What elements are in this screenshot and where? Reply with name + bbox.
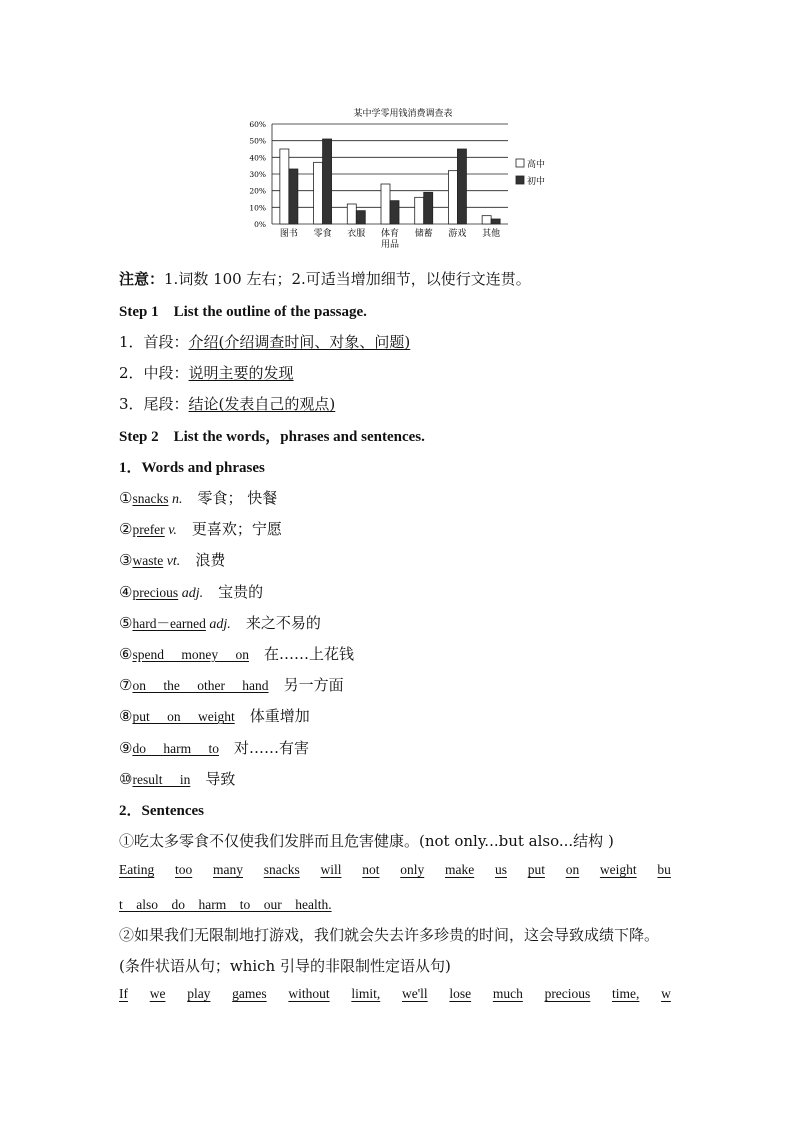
answer-word: put <box>527 862 545 877</box>
bar-高中-游戏 <box>448 171 457 224</box>
bar-高中-图书 <box>280 149 289 224</box>
step1-heading: Step 1 List the outline of the passage. <box>119 304 367 320</box>
outline-number: 1．首段： <box>119 333 189 351</box>
outline-text: 说明主要的发现 <box>188 364 294 382</box>
y-tick-label: 30% <box>249 170 266 179</box>
outline-item <box>119 331 410 352</box>
x-tick-label: 零食 <box>313 229 332 239</box>
y-tick-label: 40% <box>249 153 266 163</box>
x-tick-label: 游戏 <box>448 229 467 239</box>
sentence1-answer-line1 <box>119 862 671 878</box>
bar-初中-图书 <box>289 169 298 224</box>
word-meaning: 另一方面 <box>268 676 344 695</box>
answer-word: w <box>661 986 671 1001</box>
word-number: ⑥ <box>119 645 133 663</box>
word-english: put on weight <box>132 709 235 725</box>
sentences-heading: 2．Sentences <box>119 803 204 819</box>
word-item <box>119 518 282 539</box>
answer-word: too <box>174 862 193 877</box>
legend-swatch-初中 <box>516 176 524 184</box>
word-pos: adj. <box>178 585 204 601</box>
word-english: snacks <box>132 491 169 506</box>
outline-number: 2．中段： <box>119 364 189 382</box>
word-english: prefer <box>132 522 165 538</box>
note-line <box>119 268 531 289</box>
outline-item <box>119 393 335 414</box>
word-number: ⑧ <box>119 707 133 726</box>
bar-高中-体育用品 <box>381 184 390 224</box>
answer-word: lose <box>449 986 472 1001</box>
word-meaning: 宝贵的 <box>203 582 264 601</box>
word-pos: v. <box>164 523 177 539</box>
answer-word: will <box>320 862 342 877</box>
x-tick-label: 其他 <box>482 229 501 239</box>
word-number: ⑩ <box>119 769 133 788</box>
word-meaning: 更喜欢；宁愿 <box>176 520 282 539</box>
word-meaning: 导致 <box>190 769 236 788</box>
outline-text: 结论(发表自己的观点) <box>188 395 336 413</box>
step2-heading: Step 2 List the words，phrases and sentences. <box>119 429 425 445</box>
word-english: waste <box>132 553 164 569</box>
word-pos: vt. <box>163 554 181 570</box>
word-item <box>119 581 263 602</box>
bar-初中-体育用品 <box>390 201 399 224</box>
bar-初中-储蓄 <box>424 192 433 224</box>
word-number: ③ <box>119 551 133 570</box>
bar-初中-零食 <box>323 139 332 224</box>
answer-word: we <box>149 986 166 1001</box>
x-tick-label: 用品 <box>380 240 400 250</box>
word-number: ① <box>119 489 133 507</box>
word-meaning: 体重增加 <box>234 707 310 726</box>
word-item <box>119 768 235 789</box>
word-meaning: 浪费 <box>180 551 226 570</box>
word-item <box>119 674 344 695</box>
word-meaning: 对……有害 <box>218 738 309 757</box>
word-number: ⑤ <box>119 613 133 632</box>
word-item <box>119 705 310 726</box>
bar-初中-其他 <box>491 219 500 224</box>
bar-高中-储蓄 <box>415 197 424 224</box>
answer-word: many <box>212 862 243 877</box>
chart-title: 某中学零用钱消费调查表 <box>353 109 453 119</box>
word-number: ② <box>119 520 133 539</box>
x-tick-label: 储蓄 <box>414 229 433 239</box>
bar-初中-衣服 <box>356 211 365 224</box>
y-tick-label: 10% <box>249 203 266 213</box>
answer-word: without <box>288 986 330 1001</box>
word-english: spend money on <box>132 647 249 662</box>
answer-word: make <box>444 862 475 877</box>
x-tick-label: 体育 <box>380 229 400 239</box>
word-english: on the other hand <box>132 678 269 694</box>
word-number: ④ <box>119 582 133 601</box>
word-meaning: 在……上花钱 <box>248 645 354 663</box>
legend-label: 初中 <box>527 177 546 187</box>
word-english: precious <box>132 584 179 600</box>
outline-item <box>119 362 294 383</box>
word-item <box>119 487 277 508</box>
note-label: 注意： <box>119 272 165 288</box>
outline-number: 3．尾段： <box>119 395 189 413</box>
word-item <box>119 612 321 633</box>
x-tick-label: 衣服 <box>347 229 366 239</box>
word-number: ⑦ <box>119 676 133 695</box>
word-english: hard－earned <box>132 615 206 631</box>
sentence2-answer-line1 <box>119 986 671 1002</box>
answer-word: If <box>119 986 128 1001</box>
word-english: do harm to <box>132 740 219 756</box>
answer-word: play <box>187 986 211 1001</box>
sentence2-prompt: ②如果我们无限制地打游戏，我们就会失去许多珍贵的时间，这会导致成绩下降。 <box>119 926 660 944</box>
word-pos: adj. <box>205 616 231 632</box>
y-tick-label: 50% <box>249 136 266 146</box>
answer-word: on <box>565 862 580 877</box>
word-english: result in <box>132 771 191 787</box>
answer-word: only <box>400 862 425 877</box>
answer-word: weight <box>599 862 637 877</box>
answer-word: bu <box>657 862 671 877</box>
y-tick-label: 20% <box>249 186 266 196</box>
answer-word: Eating <box>119 862 155 877</box>
word-item <box>119 737 309 758</box>
sentence1-prompt: ①吃太多零食不仅使我们发胖而且危害健康。(not only...but also...结构 ) <box>119 832 614 850</box>
answer-word: limit, <box>351 986 381 1001</box>
pocket-money-bar-chart <box>235 104 565 254</box>
y-tick-label: 60% <box>249 120 266 129</box>
outline-text: 介绍(介绍调查时间、对象、问题) <box>188 333 411 351</box>
sentence1-answer-line2: t also do harm to our health. <box>119 897 332 912</box>
sentence2-hint: (条件状语从句；which 引导的非限制性定语从句) <box>119 957 451 975</box>
word-number: ⑨ <box>119 738 133 757</box>
word-item <box>119 643 354 664</box>
bar-高中-衣服 <box>347 204 356 224</box>
bar-初中-游戏 <box>457 149 466 224</box>
word-meaning: 零食； 快餐 <box>182 489 278 507</box>
answer-word: snacks <box>263 862 300 877</box>
bar-高中-零食 <box>314 162 323 224</box>
words-heading: 1．Words and phrases <box>119 460 265 476</box>
word-pos: n. <box>168 492 183 507</box>
answer-word: we'll <box>401 986 428 1001</box>
note-text: 1.词数 100 左右；2.可适当增加细节，以使行文连贯。 <box>164 270 531 288</box>
answer-word: games <box>232 986 267 1001</box>
answer-word: time, <box>612 986 640 1001</box>
answer-word: not <box>362 862 380 877</box>
word-item <box>119 549 225 570</box>
answer-word: precious <box>544 986 591 1001</box>
answer-word: much <box>492 986 523 1001</box>
answer-word: us <box>494 862 507 877</box>
word-meaning: 来之不易的 <box>230 613 321 632</box>
legend-label: 高中 <box>527 160 546 170</box>
bar-高中-其他 <box>482 216 491 224</box>
y-tick-label: 0% <box>254 220 266 229</box>
legend-swatch-高中 <box>516 159 524 167</box>
x-tick-label: 图书 <box>279 229 298 239</box>
